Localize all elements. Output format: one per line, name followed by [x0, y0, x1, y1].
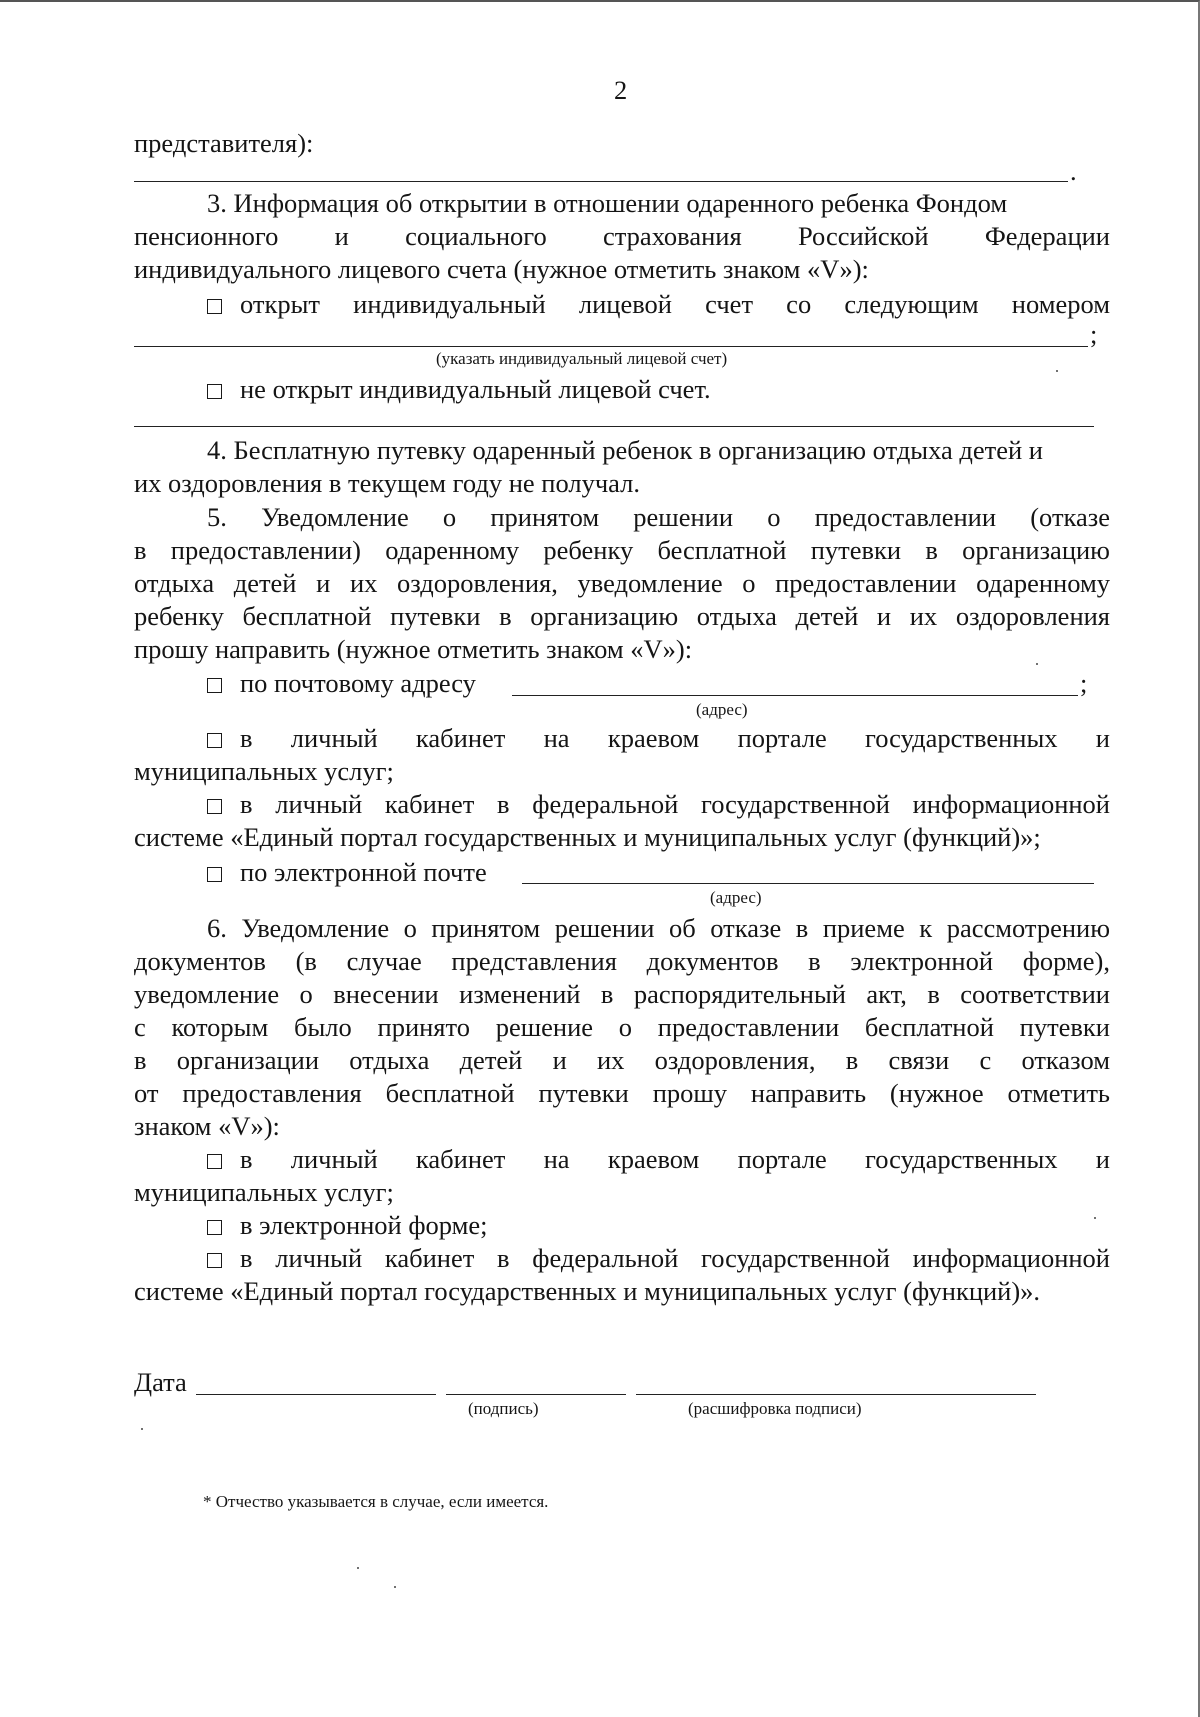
section5-line-1: 5. Уведомление о принятом решении о предоставлении (отказе: [207, 502, 1110, 532]
option-federal-portal-label: в личный кабинет в федеральной государственной информационной: [240, 789, 1110, 819]
section6-line-7: знаком «V»):: [134, 1111, 280, 1141]
scan-speck: [394, 1586, 396, 1588]
section5-line-5: прошу направить (нужное отметить знаком «V»):: [134, 634, 693, 664]
section6-line-2: документов (в случае представления документов в электронной форме),: [134, 946, 1110, 976]
section5-line-2: в предоставлении) одаренному ребенку бесплатной путевки в организацию: [134, 535, 1110, 565]
footnote: * Отчество указывается в случае, если имеется.: [203, 1492, 549, 1511]
email-address-field[interactable]: [522, 883, 1094, 884]
option-federal-portal-cont: системе «Единый портал государственных и муниципальных услуг (функций)»;: [134, 822, 1041, 852]
scan-speck: [141, 1428, 143, 1430]
signature-field[interactable]: [446, 1394, 626, 1395]
option6-electronic-label: в электронной форме;: [240, 1210, 488, 1240]
semicolon-mark: ;: [1090, 319, 1098, 349]
option-account-not-opened[interactable]: [207, 373, 711, 406]
option-post-label: по почтовому адресу: [240, 668, 476, 698]
blank-separator-line: [134, 426, 1094, 427]
checkbox-icon[interactable]: [207, 678, 222, 693]
checkbox-icon[interactable]: [207, 799, 222, 814]
section3-line-2: пенсионного и социального страхования Российской Федерации: [134, 221, 1110, 251]
option6-electronic[interactable]: [207, 1209, 488, 1242]
account-number-field[interactable]: [134, 346, 1088, 347]
email-hint: (адрес): [710, 888, 762, 907]
checkbox-icon[interactable]: [207, 1220, 222, 1235]
scan-speck: [357, 1567, 359, 1569]
checkbox-icon[interactable]: [207, 733, 222, 748]
signature-decoding-field[interactable]: [636, 1394, 1036, 1395]
option-federal-portal[interactable]: [207, 788, 1110, 821]
section6-line-4: с которым было принято решение о предоставлении бесплатной путевки: [134, 1012, 1110, 1042]
scan-speck: [1094, 1217, 1096, 1219]
page-number: 2: [614, 75, 628, 105]
option-post[interactable]: [207, 667, 476, 700]
section3-line-1: 3. Информация об открытии в отношении одаренного ребенка Фондом: [207, 188, 1008, 218]
section6-line-5: в организации отдыха детей и их оздоровления, в связи с отказом: [134, 1045, 1110, 1075]
option6-federal-portal-label: в личный кабинет в федеральной государственной информационной: [240, 1243, 1110, 1273]
option-email-label: по электронной почте: [240, 857, 487, 887]
account-hint: (указать индивидуальный лицевой счет): [436, 349, 728, 368]
section5-line-4: ребенку бесплатной путевки в организацию отдыха детей и их оздоровления: [134, 601, 1110, 631]
section4-line-2: их оздоровления в текущем году не получал.: [134, 468, 640, 498]
semicolon-mark: ;: [1080, 668, 1088, 698]
scan-speck: [1056, 370, 1058, 372]
section6-line-6: от предоставления бесплатной путевки прошу направить (нужное отметить: [134, 1078, 1110, 1108]
checkbox-icon[interactable]: [207, 384, 222, 399]
option-regional-portal-cont: муниципальных услуг;: [134, 756, 394, 786]
option-regional-portal-label: в личный кабинет на краевом портале государственных и: [240, 723, 1110, 753]
option-regional-portal[interactable]: [207, 722, 1110, 755]
date-field[interactable]: [196, 1394, 436, 1395]
section6-line-1: 6. Уведомление о принятом решении об отказе в приеме к рассмотрению: [207, 913, 1110, 943]
signature-hint: (подпись): [468, 1399, 539, 1418]
header-continuation: представителя):: [134, 128, 314, 158]
option-account-opened-label: открыт индивидуальный лицевой счет со следующим номером: [240, 289, 1110, 319]
representative-fill-line[interactable]: [134, 181, 1068, 182]
section5-line-3: отдыха детей и их оздоровления, уведомление о предоставлении одаренному: [134, 568, 1110, 598]
postal-address-field[interactable]: [512, 695, 1078, 696]
option6-regional-portal[interactable]: [207, 1143, 1110, 1176]
address-hint: (адрес): [696, 700, 748, 719]
option-account-not-opened-label: не открыт индивидуальный лицевой счет.: [240, 374, 711, 404]
option6-regional-portal-label: в личный кабинет на краевом портале государственных и: [240, 1144, 1110, 1174]
checkbox-icon[interactable]: [207, 1253, 222, 1268]
period-mark: .: [1070, 156, 1077, 186]
date-label: Дата: [134, 1367, 187, 1397]
section4-line-1: 4. Бесплатную путевку одаренный ребенок в организацию отдыха детей и: [207, 435, 1043, 465]
scan-speck: [1036, 663, 1038, 665]
option6-federal-portal[interactable]: [207, 1242, 1110, 1275]
option-account-opened[interactable]: [207, 288, 1110, 321]
decoding-hint: (расшифровка подписи): [688, 1399, 862, 1418]
option6-federal-portal-cont: системе «Единый портал государственных и муниципальных услуг (функций)».: [134, 1276, 1041, 1306]
checkbox-icon[interactable]: [207, 1154, 222, 1169]
checkbox-icon[interactable]: [207, 299, 222, 314]
option6-regional-portal-cont: муниципальных услуг;: [134, 1177, 394, 1207]
option-email[interactable]: [207, 856, 487, 889]
checkbox-icon[interactable]: [207, 867, 222, 882]
section3-line-3: индивидуального лицевого счета (нужное отметить знаком «V»):: [134, 254, 869, 284]
section6-line-3: уведомление о внесении изменений в распорядительный акт, в соответствии: [134, 979, 1110, 1009]
